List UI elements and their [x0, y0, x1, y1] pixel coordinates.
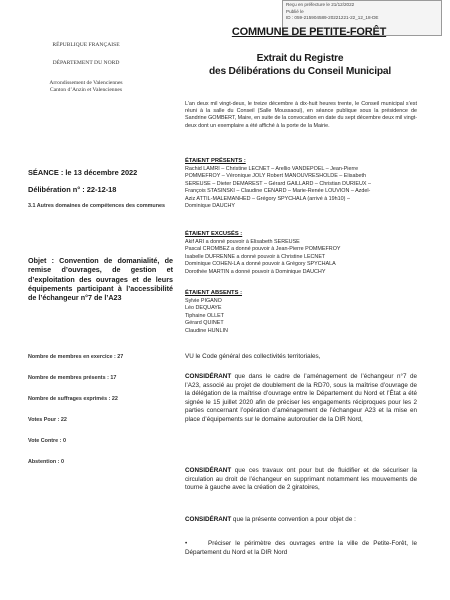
presents-list: [185, 166, 417, 210]
stat-suffrages: Nombre de suffrages exprimés : 22: [28, 396, 118, 402]
category-label: 3.1 Autres domaines de compétences des communes: [28, 203, 166, 209]
objet-text: Objet : Convention de domanialité, de remise d’ouvrages, de gestion et d’exploitation des ouvrages et de leurs équipements participant à l’accessibilité de l’échangeur n°7 de l’A23: [28, 256, 173, 303]
receipt-line: Reçu en préfecture le 21/12/2022: [286, 2, 355, 7]
list-item: Rachid LAMRI – Christine LECNET – Arellio VANDEPOEL – Jean-Pierre: [185, 166, 359, 172]
considerant-label: CONSIDÉRANT: [185, 373, 232, 380]
commune-title: COMMUNE DE PETITE-FORÊT: [231, 26, 387, 38]
arrondissement-label: Arrondissement de Valenciennes: [49, 80, 123, 86]
registry-subtitle: des Délibérations du Conseil Municipal: [208, 66, 392, 77]
bullet-text: Préciser le périmètre des ouvrages entre la ville de Petite-Forêt, le Département du Nord et la DIR Nord: [185, 540, 418, 556]
stat-pour: Votes Pour : 22: [28, 417, 67, 423]
considerant-text: que ces travaux ont pour but de fluidifier et de sécuriser la circulation au droit de l’échangeur en supprimant notamment les mouvements de tourne à gauche avec la création de 2 giratoires,: [185, 467, 417, 492]
list-item: Léo DEQUAYE: [185, 305, 222, 312]
considerant-text: que dans le cadre de l’aménagement de l’échangeur n°7 de l’A23, associé au projet de doublement de la RD70, sous la maîtrise d’ouvrage de la délégation de la maîtrise d’ouvrage entre le Département du Nord et l’État a été signée le 15 juillet 2020 afin de préciser les engagements réciproques pour les 2 parties concernant l’opération d’aménagement de l’échangeur A23 et la mise en place d’équipements sur le domaine autoroutier de la DIR Nord,: [185, 373, 417, 423]
list-item: François STASINSKI – Claudine CENARD – Marie-Renée LOUVION – Azdel-: [185, 188, 371, 195]
deliberation-number: Délibération n° : 22-12-18: [28, 185, 117, 194]
considerant-text: que la présente convention a pour objet de :: [231, 516, 356, 523]
list-item: POMMEFROY – Véronique JOLY Robert MANOUVRESHOLDE – Élisabeth: [185, 173, 366, 180]
absents-list: [185, 298, 417, 335]
list-item: Gérard QUINET: [185, 320, 224, 327]
list-item: Aziz ATTIL-MALEMANHED – Grégory SPYCHALA (arrivé à 19h10) –: [185, 195, 350, 202]
list-item: SEREUSE – Dieter DEMAREST – Gérard GAILLARD – Christian DURIEUX –: [185, 180, 371, 187]
registry-title: Extrait du Registre: [256, 53, 344, 64]
stat-exercice: Nombre de membres en exercice : 27: [28, 354, 124, 360]
department-label: DÉPARTEMENT DU NORD: [52, 60, 120, 66]
considerant-label: CONSIDÉRANT: [185, 516, 232, 523]
canton-label: Canton d’Anzin et Valenciennes: [49, 87, 123, 93]
list-item: Tiphaine OLLET: [185, 312, 225, 319]
list-item: Dominique COHEN-LA a donné pouvoir à Grégory SPYCHALA: [185, 261, 336, 268]
list-item: Pascal CROMBEZ a donné pouvoir à Jean-Pierre POMMEFROY: [185, 246, 341, 253]
stat-presents: Nombre de membres présents : 17: [28, 375, 117, 381]
list-item: Sylvie PIGANO: [185, 298, 222, 304]
presents-title: ÉTAIENT PRÉSENTS :: [185, 158, 246, 164]
list-item: Akif ARI a donné pouvoir à Élisabeth SEREUSE: [185, 239, 300, 245]
considerant-1: [185, 373, 417, 425]
bullet-item: [185, 540, 417, 557]
stat-abstention: Abstention : 0: [28, 459, 64, 465]
considerant-2: [185, 467, 417, 493]
absents-title: ÉTAIENT ABSENTS :: [185, 290, 243, 296]
excuses-list: [185, 239, 417, 276]
receipt-line: Publié le: [286, 8, 304, 14]
intro-paragraph: L’an deux mil vingt-deux, le treize décembre à dix-huit heures trente, le Conseil municipal s’est réuni à la salle du Conseil (Salle Moussaoui), en séance publique sous la présidence de Sandrine GOMBERT, Maire, en suite de la convocation en date du sept décembre deux mil vingt-deux dont un exemplaire a été affiché à la porte de la Mairie.: [185, 101, 417, 129]
list-item: Isabelle DUFRENNE a donné pouvoir à Christine LECNET: [185, 253, 326, 260]
excuses-title: ÉTAIENT EXCUSÉS :: [185, 231, 243, 237]
stat-contre: Vote Contre : 0: [28, 438, 66, 444]
considerant-label: CONSIDÉRANT: [185, 467, 232, 474]
republic-label: RÉPUBLIQUE FRANÇAISE: [52, 42, 120, 48]
considerant-3: [185, 516, 417, 525]
receipt-line: ID : 059-215904589-20221221-22_12_18-DE: [286, 15, 379, 21]
list-item: Dorothée MARTIN a donné pouvoir à Dominique DAUCHY: [185, 268, 326, 275]
seance-date: SÉANCE : le 13 décembre 2022: [28, 168, 138, 177]
list-item: Dominique DAUCHY: [185, 203, 236, 210]
list-item: Claudine HUNLIN: [185, 327, 228, 334]
bullet-icon: •: [185, 540, 209, 547]
vu-paragraph: VU le Code général des collectivités territoriales,: [185, 353, 321, 360]
